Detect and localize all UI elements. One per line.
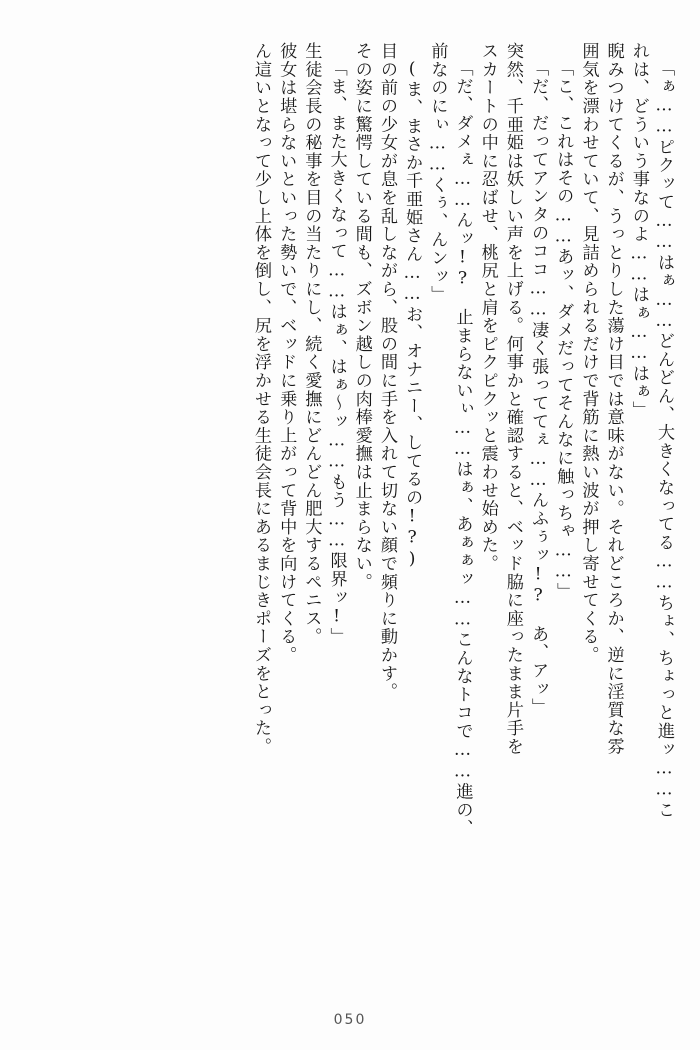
text-line: 「ぁ……ピクッて……はぁ……どんどん、大きくなってる……ちょ、ちょっと進ッ……こ — [654, 59, 674, 819]
text-line: 突然、千亜姫は妖しい声を上げる。何事かと確認すると、ベッド脇に座ったまま片手を — [502, 42, 523, 756]
text-line: れは、どういう事なのよ……はぁ……はぁ」 — [628, 42, 649, 420]
text-line: ん這いとなって少し上体を倒し、尻を浮かせる生徒会長にあるまじきポーズをとった。 — [251, 42, 271, 756]
text-line: 「だ、だってアンタのココ……凄く張っててぇ……んふぅッ!? あ、アッ」 — [528, 59, 549, 717]
text-line: (ま、まさか千亜姫さん……お、オナニー、してるの!?) — [402, 59, 423, 570]
text-line: 前なのにぃ……くぅ、んンッ」 — [427, 42, 448, 304]
text-line: 彼女は堪らないといった勢いで、ベッドに乗り上がって背中を向けてくる。 — [276, 42, 297, 665]
text-line: 生徒会長の秘事を目の当たりにし、続く愛撫にどんどん肥大するペニス。 — [301, 42, 322, 646]
text-line: 「こ、これはその……あッ、ダメだってそんなに触っちゃ……」 — [553, 59, 574, 601]
text-line: 目の前の少女が息を乱しながら、股の間に手を入れて切ない顔で頻りに動かす。 — [376, 42, 397, 701]
vertical-text-body — [28, 42, 672, 987]
text-line: 「だ、ダメぇ……んッ!? 止まらないぃ……はぁ、あぁぁッ……こんなトコで……進の、 — [452, 59, 473, 838]
page-number: 050 — [333, 1012, 367, 1028]
text-line: 囲気を漂わせていて、見詰められるだけで背筋に熱い波が押し寄せてくる。 — [578, 42, 599, 665]
text-line: その姿に驚愕している間も、ズボン越しの肉棒愛撫は止まらない。 — [351, 42, 372, 591]
text-line: 睨みつけてくるが、うっとりした蕩け目では意味がない。それどころか、逆に淫質な雰 — [603, 42, 624, 756]
text-line: 「ま、また大きくなって……はぁ、はぁ〜ッ……もう……限界ッ!」 — [326, 59, 347, 646]
text-line: スカートの中に忍ばせ、桃尻と肩をピクピクッと震わせ始めた。 — [477, 42, 498, 573]
